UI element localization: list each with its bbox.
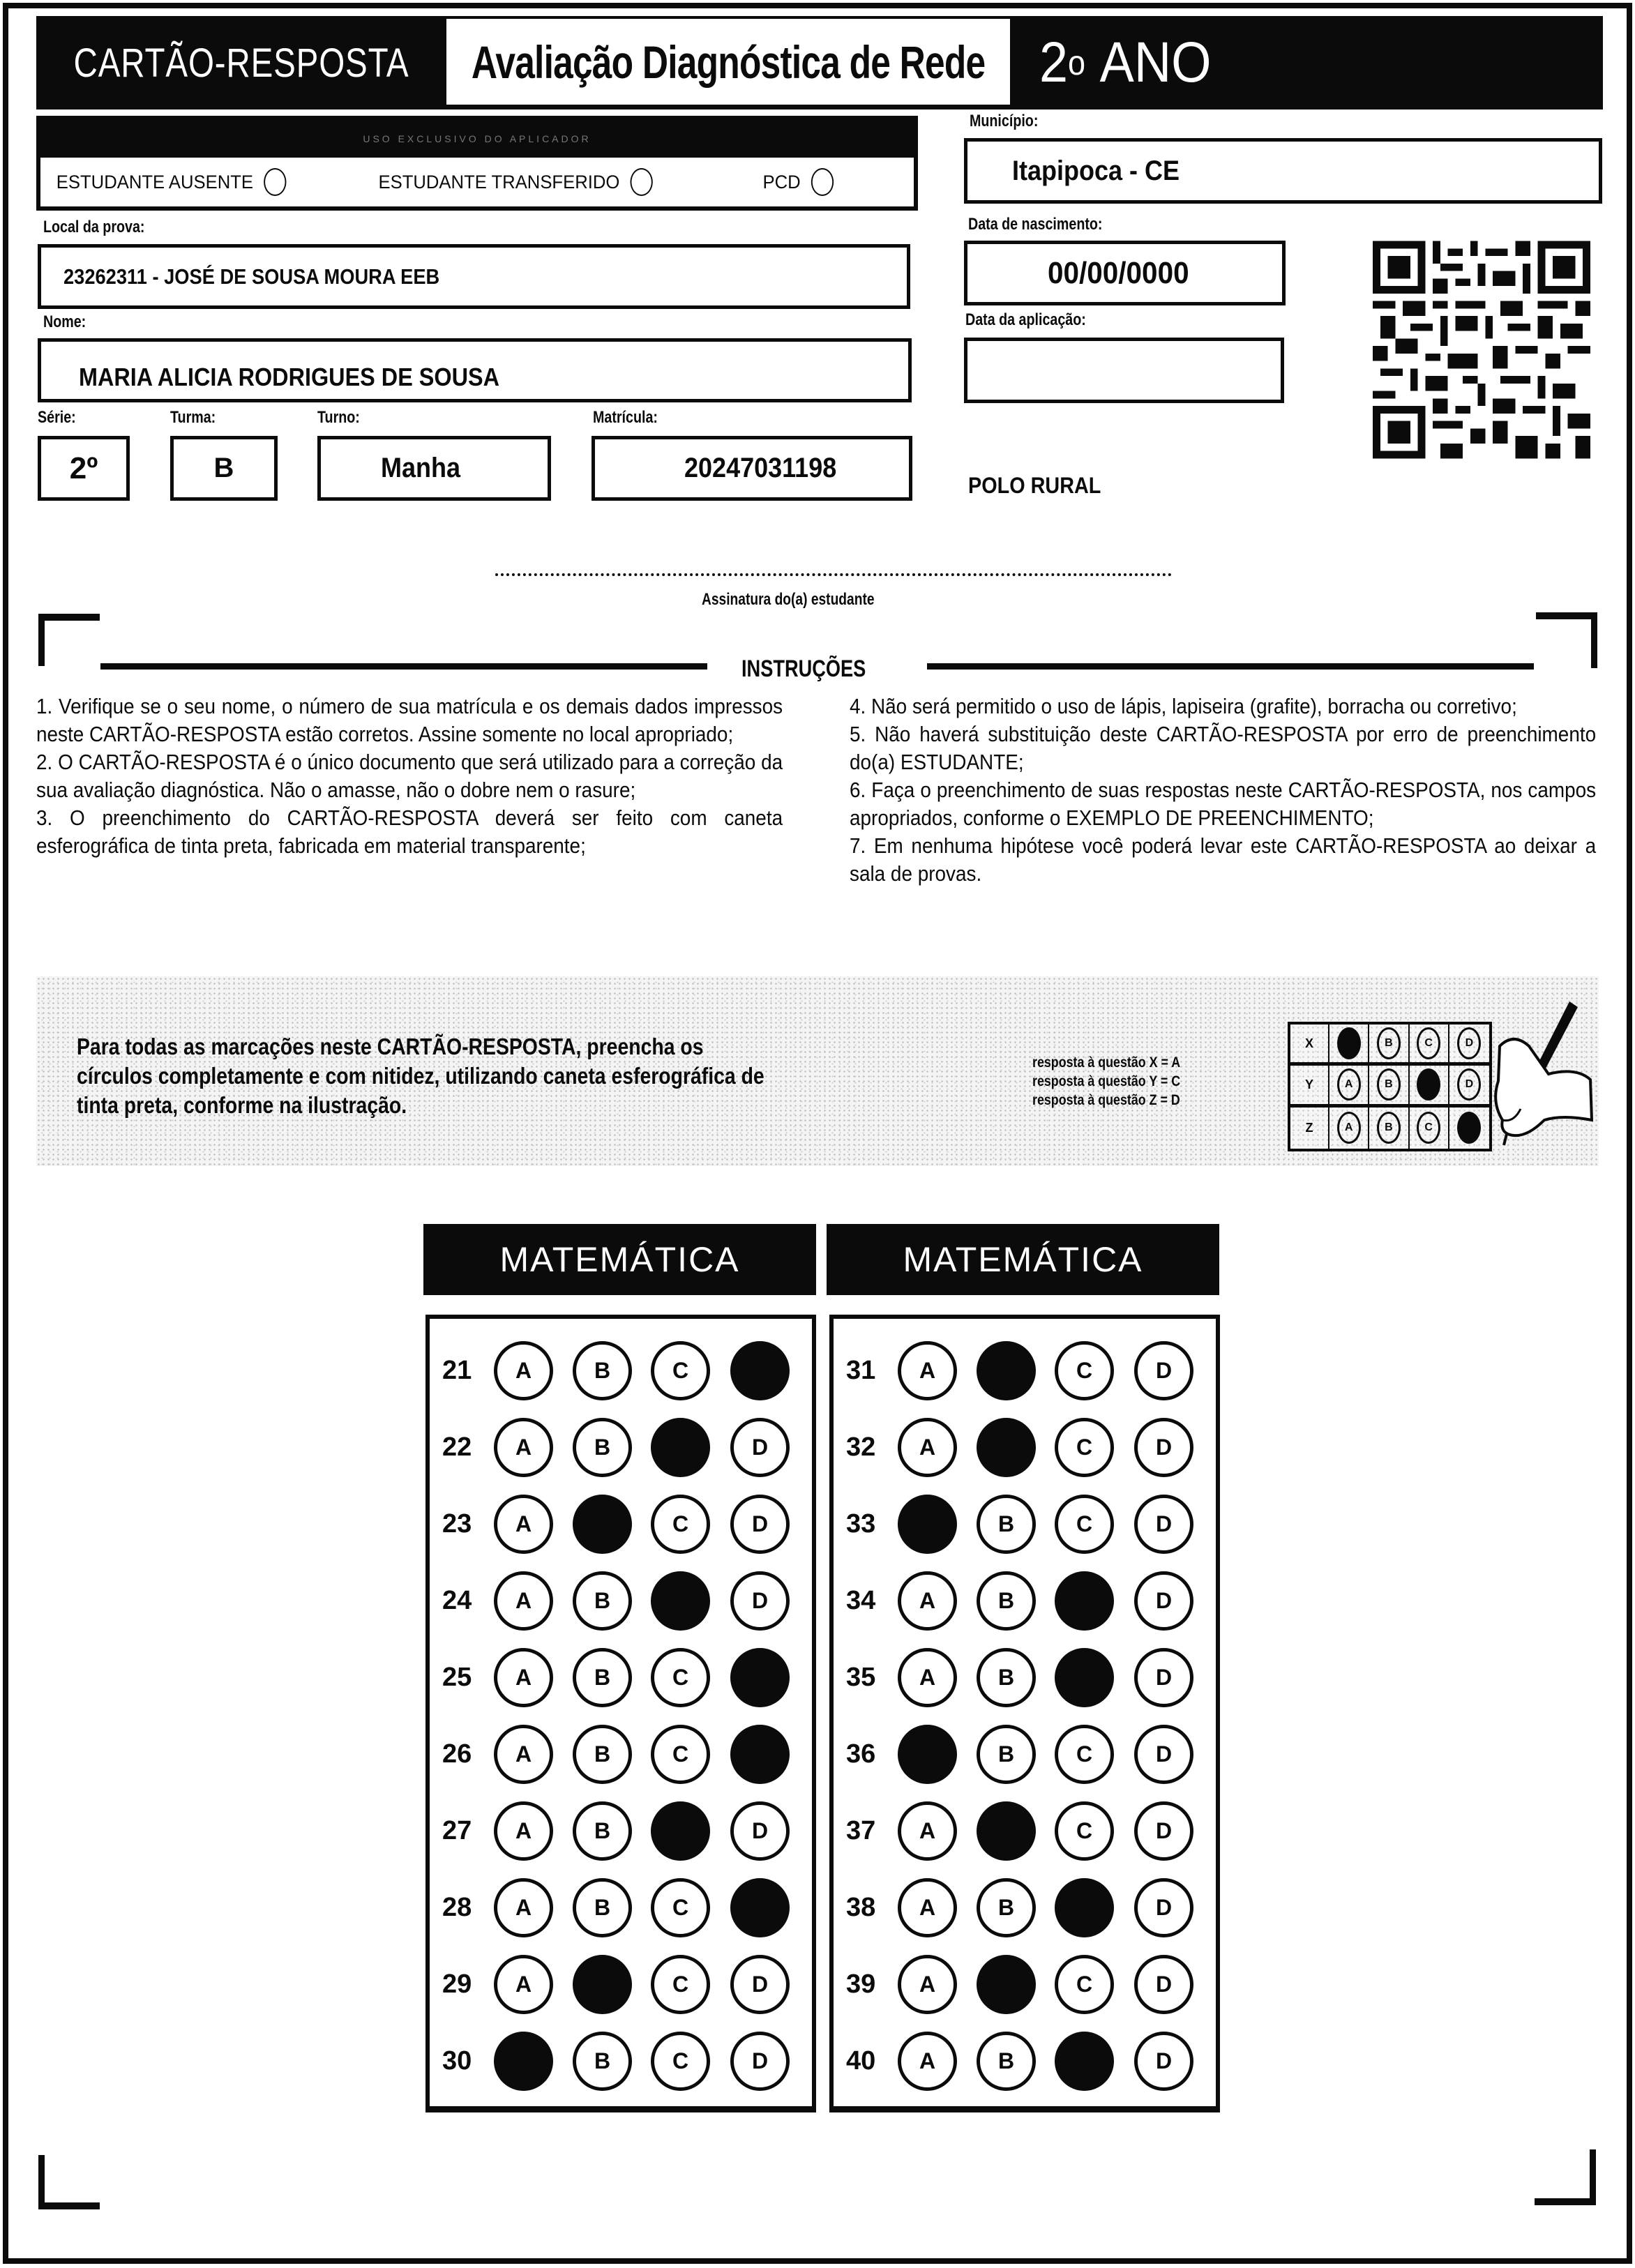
answer-bubble-b[interactable]: B [977, 1878, 1036, 1937]
matricula-value: 20247031198 [684, 453, 837, 483]
question-row [834, 1648, 1216, 1707]
serie-field [38, 436, 130, 501]
example-bubble-filled [1337, 1027, 1361, 1059]
subject-header: MATEMÁTICA [827, 1224, 1219, 1295]
question-number: 25 [442, 1663, 472, 1692]
answer-bubble-a[interactable]: A [898, 1341, 957, 1400]
answer-bubble-b[interactable]: B [977, 1571, 1036, 1631]
answer-bubble-c[interactable]: C [651, 1495, 710, 1554]
answer-bubble-c[interactable] [1055, 1878, 1114, 1937]
example-bubble: B [1377, 1112, 1401, 1144]
question-row [834, 1495, 1216, 1554]
answer-bubble-c[interactable]: C [651, 1648, 710, 1707]
answer-bubble-a[interactable]: A [494, 1571, 553, 1631]
answer-bubble-d[interactable]: D [1134, 1418, 1193, 1477]
answer-bubble-d[interactable]: D [730, 1955, 790, 2014]
turno-label: Turno: [317, 408, 360, 427]
turma-field [170, 436, 278, 501]
name-value: MARIA ALICIA RODRIGUES DE SOUSA [79, 363, 500, 391]
question-row [430, 1341, 812, 1400]
answer-bubble-c[interactable]: C [651, 1878, 710, 1937]
answer-bubble-d[interactable] [730, 1725, 790, 1784]
municipio-field [964, 138, 1602, 204]
answer-bubble-c[interactable]: C [651, 1725, 710, 1784]
question-number: 30 [442, 2046, 472, 2076]
answer-bubble-b[interactable]: B [977, 2032, 1036, 2091]
status-option-pcd [763, 168, 834, 196]
question-number: 38 [846, 1893, 876, 1922]
local-label: Local da prova: [43, 218, 145, 236]
answer-bubble-c[interactable] [1055, 1571, 1114, 1631]
answer-bubble-d[interactable]: D [730, 1801, 790, 1861]
answer-bubble-c[interactable] [1055, 2032, 1114, 2091]
answer-bubble-b[interactable]: B [977, 1648, 1036, 1707]
answer-bubble-c[interactable]: C [1055, 1955, 1114, 2014]
matricula-field [592, 436, 912, 501]
question-number: 22 [442, 1432, 472, 1462]
example-bubble: C [1417, 1027, 1440, 1059]
example-bubble-filled [1417, 1068, 1440, 1101]
answer-bubble-c[interactable]: C [651, 1955, 710, 2014]
grade-degree: o [1068, 43, 1086, 82]
local-field [38, 244, 910, 309]
answer-bubble-b[interactable] [573, 1495, 632, 1554]
answer-bubble-c[interactable]: C [1055, 1341, 1114, 1400]
answer-bubble-b[interactable]: B [573, 1648, 632, 1707]
pcd-radio[interactable] [811, 168, 834, 196]
answer-bubble-a[interactable]: A [898, 1878, 957, 1937]
answer-bubble-d[interactable]: D [1134, 1725, 1193, 1784]
qr-code-icon [1373, 241, 1590, 459]
local-value: 23262311 - JOSÉ DE SOUSA MOURA EEB [63, 264, 440, 289]
answer-bubble-b[interactable]: B [573, 1571, 632, 1631]
answer-bubble-d[interactable]: D [1134, 1801, 1193, 1861]
question-number: 26 [442, 1739, 472, 1769]
birthdate-value: 00/00/0000 [1048, 255, 1189, 290]
name-field [38, 338, 912, 402]
matricula-label: Matrícula: [593, 408, 658, 427]
example-legend-line: resposta à questão Y = C [1032, 1073, 1181, 1089]
corner-mark-top-right-icon [1536, 612, 1597, 668]
example-bubble: D [1457, 1027, 1481, 1059]
example-question: Y [1290, 1066, 1329, 1103]
status-option-transferred [379, 168, 653, 196]
question-number: 23 [442, 1509, 472, 1539]
instruction-item: 2. O CARTÃO-RESPOSTA é o único documento que será utilizado para a correção da sua avaliação diagnóstica. Não o amasse, não o dobre nem o rasure; [36, 750, 783, 802]
turma-value: B [213, 453, 234, 483]
answer-bubble-d[interactable] [730, 1878, 790, 1937]
answer-bubble-d[interactable]: D [1134, 1648, 1193, 1707]
answer-grid-left [425, 1315, 816, 2112]
question-row [834, 1801, 1216, 1861]
example-legend-line: resposta à questão Z = D [1032, 1092, 1180, 1108]
turno-value: Manha [381, 453, 461, 483]
answer-bubble-d[interactable]: D [1134, 1571, 1193, 1631]
example-line: Para todas as marcações neste CARTÃO-RESPOSTA, preencha os [77, 1034, 704, 1059]
answer-bubble-a[interactable]: A [494, 1725, 553, 1784]
question-number: 33 [846, 1509, 876, 1539]
answer-bubble-c[interactable]: C [651, 2032, 710, 2091]
answer-bubble-a[interactable]: A [494, 1495, 553, 1554]
exam-title-box [446, 19, 1010, 105]
answer-bubble-d[interactable]: D [1134, 1878, 1193, 1937]
answer-bubble-d[interactable]: D [1134, 2032, 1193, 2091]
question-row [430, 1648, 812, 1707]
instructions-rule-right [927, 663, 1534, 670]
polo-label: POLO RURAL [968, 473, 1101, 498]
question-row [430, 1878, 812, 1937]
question-number: 40 [846, 2046, 876, 2076]
serie-label: Série: [38, 408, 76, 427]
answer-bubble-b[interactable]: B [573, 1725, 632, 1784]
question-row [834, 2032, 1216, 2091]
example-bubble: C [1417, 1112, 1440, 1144]
turno-field [317, 436, 551, 501]
municipio-value: Itapipoca - CE [1012, 155, 1180, 186]
answer-bubble-c[interactable] [1055, 1648, 1114, 1707]
question-number: 32 [846, 1432, 876, 1462]
answer-bubble-b[interactable] [977, 1955, 1036, 2014]
subject-header: MATEMÁTICA [423, 1224, 816, 1295]
status-option-absent [56, 168, 287, 196]
instruction-item: 3. O preenchimento do CARTÃO-RESPOSTA deverá ser feito com caneta esferográfica de tinta preta, fabricada em material transparente; [36, 806, 783, 858]
answer-grid-right [829, 1315, 1220, 2112]
question-number: 35 [846, 1663, 876, 1692]
question-number: 36 [846, 1739, 876, 1769]
question-row [430, 1495, 812, 1554]
example-bubble: B [1377, 1068, 1401, 1101]
hand-with-pen-icon [1486, 997, 1597, 1161]
answer-bubble-d[interactable]: D [730, 1495, 790, 1554]
answer-bubble-d[interactable]: D [1134, 1495, 1193, 1554]
question-row [430, 2032, 812, 2091]
answer-bubble-a[interactable] [494, 2032, 553, 2091]
answer-bubble-c[interactable] [651, 1801, 710, 1861]
question-row [834, 1878, 1216, 1937]
status-option-label: PCD [762, 171, 801, 192]
birthdate-label: Data de nascimento: [968, 215, 1103, 234]
answer-bubble-b[interactable] [573, 1955, 632, 2014]
answer-bubble-a[interactable]: A [898, 1418, 957, 1477]
example-row [1290, 1107, 1489, 1149]
answer-bubble-c[interactable]: C [1055, 1725, 1114, 1784]
answer-bubble-a[interactable] [898, 1725, 957, 1784]
answer-bubble-b[interactable] [977, 1418, 1036, 1477]
question-number: 24 [442, 1586, 472, 1615]
answer-bubble-b[interactable]: B [573, 1878, 632, 1937]
application-date-label: Data da aplicação: [965, 310, 1086, 329]
answer-bubble-d[interactable] [730, 1648, 790, 1707]
answer-bubble-d[interactable]: D [1134, 1341, 1193, 1400]
instructions-rule-left [100, 663, 707, 670]
question-number: 34 [846, 1586, 876, 1615]
status-options [40, 158, 870, 206]
answer-bubble-a[interactable]: A [494, 1878, 553, 1937]
question-number: 29 [442, 1970, 472, 1999]
question-number: 37 [846, 1816, 876, 1845]
instruction-item: 1. Verifique se o seu nome, o número de sua matrícula e os demais dados impressos neste CARTÃO-RESPOSTA estão corretos. Assine somente no local apropriado; [36, 694, 783, 746]
answer-bubble-d[interactable]: D [730, 1571, 790, 1631]
answer-bubble-d[interactable]: D [730, 1418, 790, 1477]
answer-bubble-a[interactable]: A [494, 1418, 553, 1477]
answer-bubble-b[interactable]: B [573, 1341, 632, 1400]
corner-mark-bottom-right-icon [1535, 2149, 1596, 2205]
status-box [36, 116, 918, 211]
question-row [834, 1418, 1216, 1477]
instructions-column-left [36, 693, 783, 860]
answer-bubble-a[interactable] [898, 1495, 957, 1554]
answer-bubble-a[interactable]: A [898, 1571, 957, 1631]
answer-bubble-c[interactable]: C [1055, 1418, 1114, 1477]
grade-number: 2 [1039, 31, 1069, 94]
question-row [430, 1571, 812, 1631]
answer-bubble-b[interactable]: B [573, 2032, 632, 2091]
corner-mark-bottom-left-icon [38, 2155, 100, 2209]
status-option-label: ESTUDANTE AUSENTE [56, 171, 254, 192]
answer-bubble-c[interactable]: C [1055, 1801, 1114, 1861]
answer-bubble-a[interactable]: A [494, 1801, 553, 1861]
answer-bubble-a[interactable]: A [494, 1341, 553, 1400]
question-row [430, 1725, 812, 1784]
application-date-field [964, 338, 1284, 403]
question-row [834, 1571, 1216, 1631]
example-question: X [1290, 1025, 1329, 1062]
example-instructions [77, 1032, 764, 1120]
name-label: Nome: [43, 312, 86, 331]
question-number: 28 [442, 1893, 472, 1922]
example-legend-line: resposta à questão X = A [1032, 1054, 1181, 1071]
answer-bubble-a[interactable]: A [898, 1648, 957, 1707]
absent-radio[interactable] [264, 168, 286, 196]
answer-bubble-b[interactable]: B [573, 1418, 632, 1477]
question-number: 27 [442, 1816, 472, 1845]
answer-bubble-d[interactable]: D [1134, 1955, 1193, 2014]
question-row [834, 1341, 1216, 1400]
answer-bubble-c[interactable] [651, 1418, 710, 1477]
example-line: círculos completamente e com nitidez, utilizando caneta esferográfica de [77, 1063, 764, 1089]
signature-label: Assinatura do(a) estudante [702, 590, 875, 609]
answer-bubble-a[interactable]: A [898, 1801, 957, 1861]
example-bubble: A [1337, 1068, 1361, 1101]
example-question: Z [1290, 1107, 1329, 1149]
instructions-column-right [850, 693, 1596, 888]
grade-word: ANO [1099, 31, 1212, 94]
question-row [430, 1801, 812, 1861]
serie-value: 2º [69, 451, 98, 485]
status-strip: USO EXCLUSIVO DO APLICADOR [40, 120, 914, 158]
instruction-item: 5. Não haverá substituição deste CARTÃO-RESPOSTA por erro de preenchimento do(a) ESTUDANTE; [850, 722, 1597, 774]
municipio-label: Município: [970, 112, 1039, 130]
turma-label: Turma: [170, 408, 216, 427]
example-legend [1032, 1053, 1180, 1110]
example-bubble: A [1337, 1112, 1361, 1144]
example-bubble: B [1377, 1027, 1401, 1059]
answer-bubble-d[interactable]: D [730, 2032, 790, 2091]
corner-mark-top-left-icon [38, 614, 100, 666]
question-number: 21 [442, 1356, 472, 1385]
answer-bubble-b[interactable] [977, 1341, 1036, 1400]
answer-bubble-c[interactable] [651, 1571, 710, 1631]
question-row [430, 1955, 812, 2014]
question-number: 39 [846, 1970, 876, 1999]
question-row [430, 1418, 812, 1477]
example-row [1290, 1025, 1489, 1066]
question-row [834, 1725, 1216, 1784]
exam-title: Avaliação Diagnóstica de Rede [471, 36, 986, 88]
grade-label [1039, 16, 1212, 109]
example-line: tinta preta, conforme na ilustração. [77, 1092, 407, 1118]
example-bubble: D [1457, 1068, 1481, 1101]
example-row [1290, 1066, 1489, 1107]
transferred-radio[interactable] [631, 168, 653, 196]
answer-bubble-c[interactable]: C [651, 1341, 710, 1400]
answer-bubble-b[interactable] [977, 1801, 1036, 1861]
card-label: CARTÃO-RESPOSTA [73, 40, 409, 86]
answer-bubble-a[interactable]: A [494, 1955, 553, 2014]
instruction-item: 7. Em nenhuma hipótese você poderá levar este CARTÃO-RESPOSTA ao deixar a sala de provas. [850, 833, 1597, 886]
answer-bubble-a[interactable]: A [494, 1648, 553, 1707]
answer-bubble-d[interactable] [730, 1341, 790, 1400]
birthdate-field [964, 241, 1286, 305]
answer-bubble-b[interactable]: B [977, 1725, 1036, 1784]
question-row [834, 1955, 1216, 2014]
answer-bubble-b[interactable]: B [977, 1495, 1036, 1554]
question-number: 31 [846, 1356, 876, 1385]
status-option-label: ESTUDANTE TRANSFERIDO [378, 171, 620, 192]
instruction-item: 4. Não será permitido o uso de lápis, lapiseira (grafite), borracha ou corretivo; [850, 694, 1517, 718]
answer-bubble-a[interactable]: A [898, 1955, 957, 2014]
example-grid [1288, 1022, 1492, 1151]
instructions-title: INSTRUÇÕES [741, 656, 866, 682]
example-bubble-filled [1457, 1112, 1481, 1144]
instruction-item: 6. Faça o preenchimento de suas respostas neste CARTÃO-RESPOSTA, nos campos apropriados, conforme o EXEMPLO DE PREENCHIMENTO; [850, 778, 1597, 830]
answer-bubble-c[interactable]: C [1055, 1495, 1114, 1554]
answer-bubble-b[interactable]: B [573, 1801, 632, 1861]
answer-bubble-a[interactable]: A [898, 2032, 957, 2091]
signature-line[interactable] [495, 573, 1172, 576]
